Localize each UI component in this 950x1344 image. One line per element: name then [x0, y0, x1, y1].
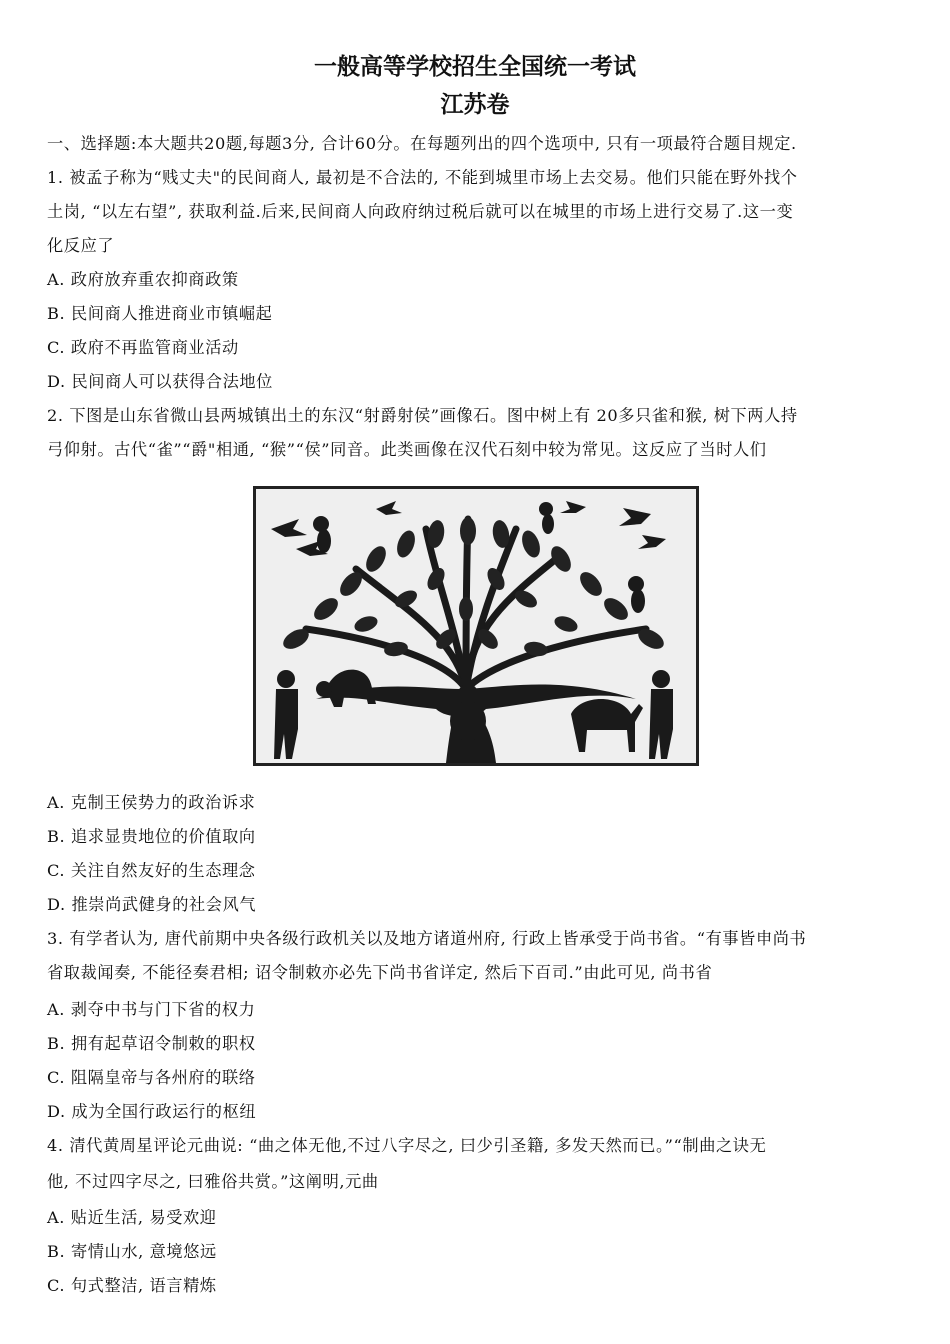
q4-stem-line-1: 4. 清代黄周星评论元曲说: “曲之体无他,不过八字尽之, 曰少引圣籍, 多发天然而已。”“制曲之诀无: [47, 1136, 767, 1155]
q4-option-b: B. 寄情山水, 意境悠远: [47, 1242, 217, 1261]
q2-option-b: B. 追求显贵地位的价值取向: [47, 827, 256, 846]
q2-option-a: A. 克制王侯势力的政治诉求: [47, 793, 256, 812]
q2-option-c: C. 关注自然友好的生态理念: [47, 861, 256, 880]
q1-stem-line-1: 1. 被孟子称为“贱丈夫"的民间商人, 最初是不合法的, 不能到城里市场上去交易。他们只能在野外找个: [47, 168, 798, 187]
q3-stem-line-2: 省取裁闻奏, 不能径奏君相; 诏令制敕亦必先下尚书省详定, 然后下百司.”由此可见, 尚书省: [47, 963, 713, 982]
stone-relief-image: [253, 486, 699, 766]
q2-stem-line-1: 2. 下图是山东省微山县两城镇出土的东汉“射爵射侯”画像石。图中树上有 20多只雀和猴, 树下两人持: [47, 406, 798, 425]
exam-title: 一般高等学校招生全国统一考试: [314, 54, 636, 80]
q3-option-d: D. 成为全国行政运行的枢纽: [47, 1102, 257, 1121]
q4-option-a: A. 贴近生活, 易受欢迎: [47, 1208, 217, 1227]
q4-stem-line-2: 他, 不过四字尽之, 曰雅俗共赏。”这阐明,元曲: [47, 1172, 379, 1191]
q1-option-c: C. 政府不再监管商业活动: [47, 338, 239, 357]
q1-option-b: B. 民间商人推进商业市镇崛起: [47, 304, 273, 323]
q1-stem-line-2: 土岗, “以左右望”, 获取利益.后来,民间商人向政府纳过税后就可以在城里的市场上进行交易了.这一变: [47, 202, 794, 221]
q3-option-b: B. 拥有起草诏令制敕的职权: [47, 1034, 256, 1053]
q2-option-d: D. 推崇尚武健身的社会风气: [47, 895, 257, 914]
tree-birds-monkeys-illustration: [256, 489, 696, 763]
q1-option-d: D. 民间商人可以获得合法地位: [47, 372, 273, 391]
q3-option-a: A. 剥夺中书与门下省的权力: [47, 1000, 256, 1019]
q1-stem-line-3: 化反应了: [47, 236, 115, 255]
q1-option-a: A. 政府放弃重农抑商政策: [47, 270, 239, 289]
exam-subtitle: 江苏卷: [440, 92, 510, 118]
q3-option-c: C. 阻隔皇帝与各州府的联络: [47, 1068, 256, 1087]
q2-stem-line-2: 弓仰射。古代“雀”“爵"相通, “猴”“侯”同音。此类画像在汉代石刻中较为常见。这反应了当时人们: [47, 440, 767, 459]
section-instructions: 一、选择题:本大题共20题,每题3分, 合计60分。在每题列出的四个选项中, 只有一项最符合题目规定.: [47, 134, 797, 153]
q3-stem-line-1: 3. 有学者认为, 唐代前期中央各级行政机关以及地方诸道州府, 行政上皆承受于尚书省。“有事皆申尚书: [47, 929, 807, 948]
q4-option-c: C. 句式整洁, 语言精炼: [47, 1276, 217, 1295]
